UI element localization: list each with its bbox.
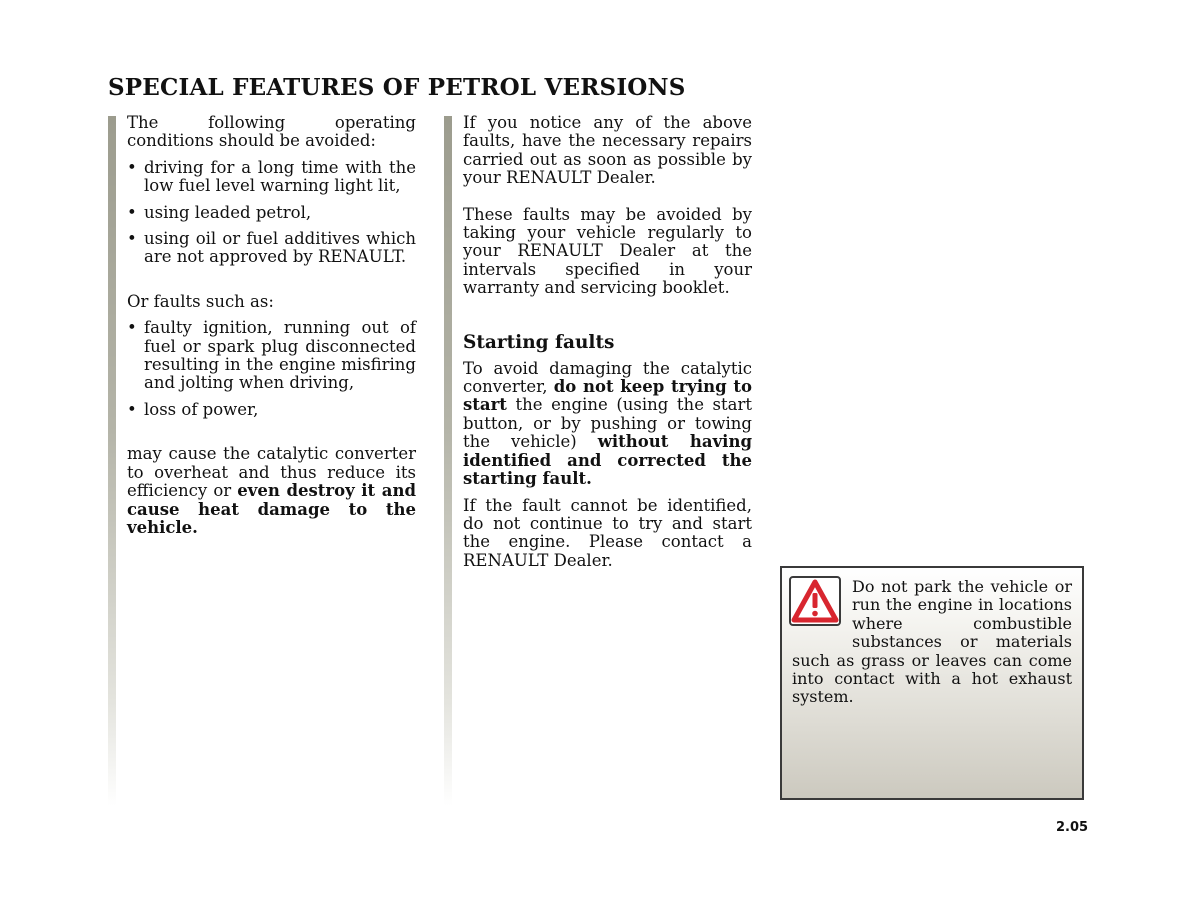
left-column xyxy=(127,114,416,537)
contact-dealer-paragraph: If the fault cannot be identified, do not continue to try and start the engine. Please contact a RENAULT Dealer. xyxy=(463,495,752,570)
consequence-text: may cause the catalytic converter to overheat and thus reduce its efficiency or even destroy it and cause heat damage to the vehicle. xyxy=(127,444,416,537)
intro-text: The following operating conditions should be avoided: xyxy=(127,113,416,151)
page-title: SPECIAL FEATURES OF PETROL VERSIONS xyxy=(108,74,686,101)
list-item: • faulty ignition, running out of fuel or spark plug disconnected resulting in the engine misfiring and jolting when driving, xyxy=(127,318,416,393)
bullet-icon: • xyxy=(127,229,137,249)
faults-list xyxy=(127,319,416,419)
warning-box xyxy=(780,566,1084,800)
left-column-bar xyxy=(108,116,116,806)
list-item: • driving for a long time with the low fuel level warning light lit, xyxy=(127,157,416,196)
bullet-icon: • xyxy=(127,202,137,222)
avoid-faults-paragraph: These faults may be avoided by taking your vehicle regularly to your RENAULT Dealer at the intervals specified in your warranty and servicing booklet. xyxy=(463,204,752,298)
middle-column-bar xyxy=(444,116,452,806)
starting-faults-heading: Starting faults xyxy=(463,331,615,353)
middle-column xyxy=(463,114,752,570)
bullet-icon: • xyxy=(127,318,137,338)
starting-faults-paragraph: To avoid damaging the catalytic converter, do not keep trying to start the engine (using the start button, or by pushing or towing the vehicle) without having identified and corrected the starting fault. xyxy=(463,358,752,489)
bullet-icon: • xyxy=(127,157,137,177)
list-item: • using oil or fuel additives which are not approved by RENAULT. xyxy=(127,229,416,267)
list-item: • loss of power, xyxy=(127,399,259,419)
faults-intro-text: Or faults such as: xyxy=(127,291,274,311)
page-number: 2.05 xyxy=(1056,820,1089,835)
bullet-icon: • xyxy=(127,399,137,419)
repairs-paragraph: If you notice any of the above faults, have the necessary repairs carried out as soon as possible by your RENAULT Dealer. xyxy=(463,113,752,188)
warning-text: Do not park the vehicle or run the engine in locations where combustible substances or materials such as grass or leaves can come into contact with a hot exhaust system. xyxy=(792,577,1072,707)
list-item: • using leaded petrol, xyxy=(127,202,312,222)
consequence-bold: even destroy it and cause heat damage to the vehicle. xyxy=(127,481,416,537)
conditions-list xyxy=(127,159,416,267)
